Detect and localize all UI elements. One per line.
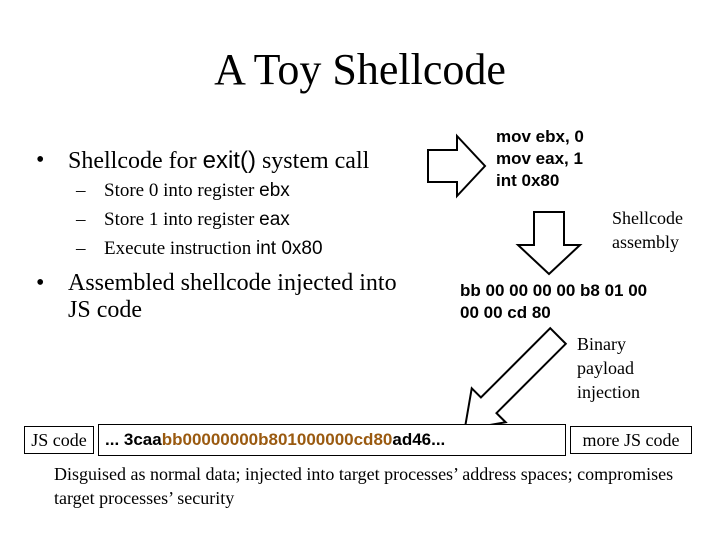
payload-suffix: ad46... [392, 430, 446, 449]
dash-marker: – [76, 180, 86, 201]
down-arrow-icon [518, 212, 580, 274]
slide-title: A Toy Shellcode [214, 45, 506, 94]
label-binary-payload-injection [577, 332, 640, 404]
more-js-code-box [570, 426, 692, 454]
label-line: Shellcode [612, 208, 683, 228]
bullet-code-exit: exit() [202, 147, 256, 174]
binary-line: bb 00 00 00 00 b8 01 00 [460, 281, 648, 300]
bullet-text-prefix: Shellcode for [68, 148, 203, 174]
binary-line: 00 00 cd 80 [460, 303, 551, 322]
binary-bytes [460, 280, 647, 324]
label-line: payload [577, 358, 634, 378]
payload-prefix: ... 3caa [105, 430, 162, 449]
bullet-dot: • [36, 270, 45, 296]
more-js-code-label: more JS code [582, 430, 680, 450]
dash-marker: – [76, 209, 86, 230]
assembly-code [496, 126, 584, 192]
sub-bullet-text: Execute instruction [104, 238, 256, 259]
sub-bullet-code: eax [259, 209, 290, 230]
assembly-line: int 0x80 [496, 171, 560, 190]
bullet-dot: • [36, 147, 45, 173]
label-line: Binary [577, 334, 626, 354]
payload-string [105, 430, 445, 450]
footer-caption: Disguised as normal data; injected into target processes’ address spaces; compromises target processes’ security [54, 464, 674, 508]
payload-highlight: bb00000000b801000000cd80 [161, 430, 393, 449]
label-shellcode-assembly [612, 206, 683, 254]
bullet-text-suffix: system call [255, 148, 370, 174]
sub-bullet-text: Store 1 into register [104, 209, 260, 230]
js-code-box [24, 426, 94, 454]
js-code-label: JS code [31, 430, 87, 450]
bullet-line-2: JS code [68, 297, 142, 323]
assembly-line: mov eax, 1 [496, 149, 583, 168]
dash-marker: – [76, 238, 86, 259]
sub-bullet-code: ebx [259, 180, 290, 201]
right-arrow-icon [428, 136, 485, 196]
assembly-line: mov ebx, 0 [496, 127, 584, 146]
label-line: assembly [612, 232, 679, 252]
bullet-line-1: Assembled shellcode injected into [68, 270, 397, 296]
payload-box [98, 424, 566, 456]
sub-bullet-text: Store 0 into register [104, 180, 260, 201]
sub-bullet-code: int 0x80 [255, 238, 323, 259]
label-line: injection [577, 382, 640, 402]
